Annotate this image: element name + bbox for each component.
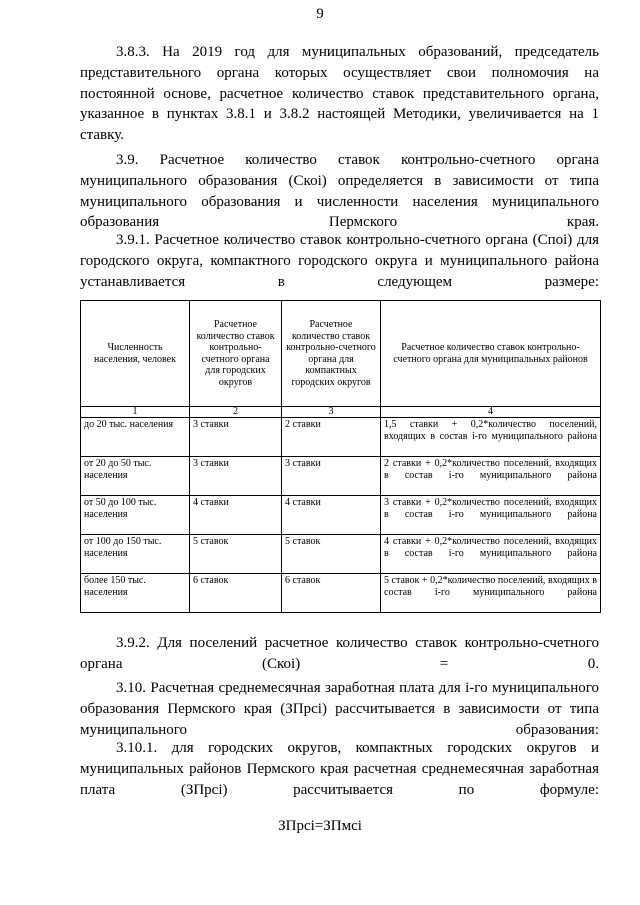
table-cell: 4 ставки [190,496,282,535]
table-row [81,535,601,574]
table-row [81,457,601,496]
table-cell [381,457,601,496]
table-cell: 4 ставки [282,496,381,535]
table-cell-text: 2 ставки + 0,2*количество поселений, входящих в состав i-го муниципального района [384,458,597,481]
col-number: 1 [81,407,190,418]
table-cell-text: 1,5 ставки + 0,2*количество поселений, входящих в состав i-го муниципального района [384,419,597,442]
table-cell: 3 ставки [282,457,381,496]
table-cell: 3 ставки [190,457,282,496]
header-compact-districts: Расчетное количество ставок контрольно-счетного органа для компактных городских округов [282,301,381,407]
table-number-row [81,407,601,418]
header-population: Численность населения, человек [81,301,190,407]
table-cell-text: 4 ставки + 0,2*количество поселений, входящих в состав i-го муниципального района [384,536,597,559]
table-cell: 6 ставок [190,574,282,613]
paragraph-3-10-1: 3.10.1. для городских округов, компактных городских округов и муниципальных районов Пермского края расчетная среднемесячная заработная плата (ЗПрсi) рассчитывается по формуле: [80,740,599,798]
paragraph-3-8-3: 3.8.3. На 2019 год для муниципальных образований, председатель представительного органа которых осуществляет свои полномочия на постоянной основе, расчетное количество ставок представительного органа, указанное в пунктах 3.8.1 и 3.8.2 настоящей Методики, увеличивается на 1 ставку. [80,44,599,144]
table-row [81,496,601,535]
page-number: 9 [316,6,324,22]
table-cell: до 20 тыс. населения [81,418,190,457]
table-cell: 2 ставки [282,418,381,457]
col-number: 3 [282,407,381,418]
paragraph-3-9-2: 3.9.2. Для поселений расчетное количество ставок контрольно-счетного органа (Скоi) = 0. [80,635,599,672]
table-row [81,418,601,457]
table-cell: от 20 до 50 тыс. населения [81,457,190,496]
table-cell: более 150 тыс. населения [81,574,190,613]
table-cell [381,496,601,535]
table-cell: от 50 до 100 тыс. населения [81,496,190,535]
paragraph-3-10: 3.10. Расчетная среднемесячная заработная плата для i-го муниципального образования Пермского края (ЗПрсi) рассчитывается в зависимости от типа муниципального образования: [80,680,599,738]
table-cell: 3 ставки [190,418,282,457]
table-cell [381,535,601,574]
table-cell [381,574,601,613]
table-cell-text: 3 ставки + 0,2*количество поселений, входящих в состав i-го муниципального района [384,497,597,520]
col-number: 2 [190,407,282,418]
header-city-districts: Расчетное количество ставок контрольно-счетного органа для городских округов [190,301,282,407]
header-municipal-areas: Расчетное количество ставок контрольно-счетного органа для муниципальных районов [381,301,601,407]
table-cell [381,418,601,457]
table-cell: от 100 до 150 тыс. населения [81,535,190,574]
col-number: 4 [381,407,601,418]
table-cell: 6 ставок [282,574,381,613]
formula: ЗПрсi=ЗПмсi [278,818,362,834]
paragraph-3-9: 3.9. Расчетное количество ставок контрольно-счетного органа муниципального образования (Скоi) определяется в зависимости от типа муниципального образования и численности населения муниципального образования Пермского края. [80,152,599,231]
staff-rates-table [80,300,601,613]
paragraph-3-9-1: 3.9.1. Расчетное количество ставок контрольно-счетного органа (Споi) для городского округа, компактного городского округа и муниципального района устанавливается в следующем размере: [80,232,599,290]
table-cell-text: 5 ставок + 0,2*количество поселений, входящих в состав i-го муниципального района [384,575,597,598]
table-header-row [81,301,601,407]
table-cell: 5 ставок [190,535,282,574]
table-cell: 5 ставок [282,535,381,574]
table-row [81,574,601,613]
